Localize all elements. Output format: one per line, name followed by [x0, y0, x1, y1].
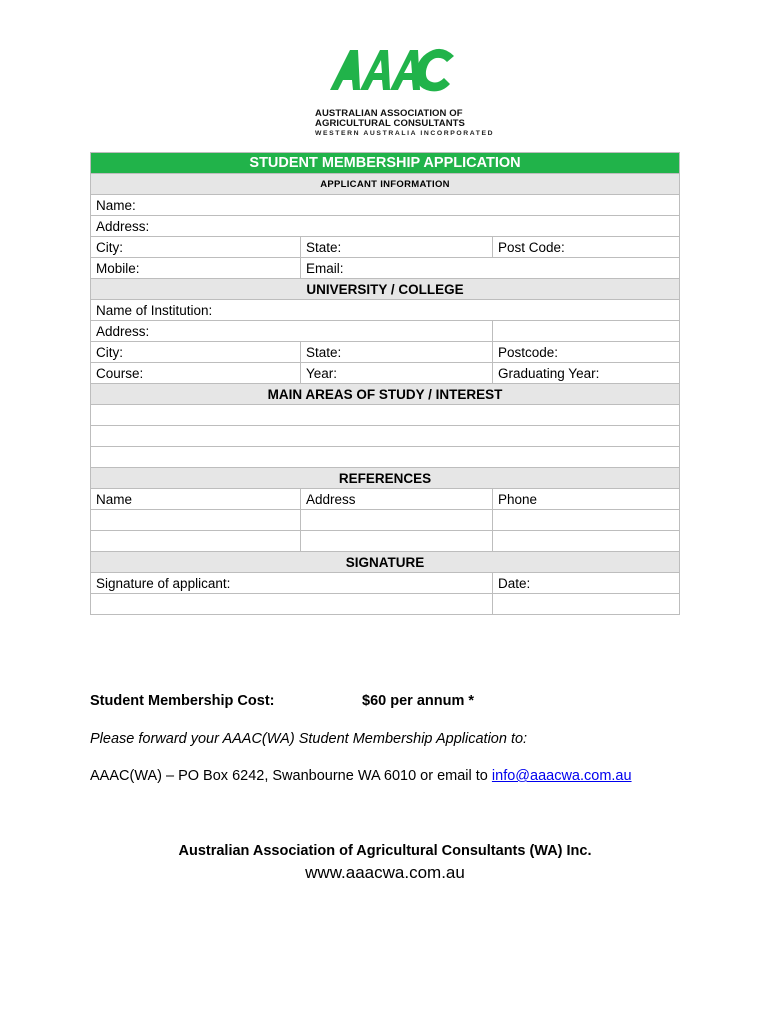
uni-city-field[interactable]: City:: [91, 342, 301, 363]
postcode-field[interactable]: Post Code:: [493, 237, 680, 258]
university-header: UNIVERSITY / COLLEGE: [91, 279, 680, 300]
logo-line-2: AGRICULTURAL CONSULTANTS: [315, 118, 465, 129]
signature-cell[interactable]: [91, 594, 493, 615]
study-line-1[interactable]: [91, 405, 680, 426]
applicant-info-header: APPLICANT INFORMATION: [91, 174, 680, 195]
date-label: Date:: [493, 573, 680, 594]
logo-line-3: WESTERN AUSTRALIA INCORPORATED: [315, 130, 495, 137]
ref2-name-cell[interactable]: [91, 531, 301, 552]
postal-address: [90, 768, 632, 784]
uni-state-field[interactable]: State:: [301, 342, 493, 363]
date-cell[interactable]: [493, 594, 680, 615]
form-title: STUDENT MEMBERSHIP APPLICATION: [91, 153, 680, 174]
uni-address-field[interactable]: Address:: [91, 321, 493, 342]
postal-address-text: AAAC(WA) – PO Box 6242, Swanbourne WA 6010 or email to: [90, 768, 492, 784]
ref2-phone-cell[interactable]: [493, 531, 680, 552]
membership-cost-value: $60 per annum *: [362, 693, 475, 709]
signature-label: Signature of applicant:: [91, 573, 493, 594]
uni-postcode-field[interactable]: Postcode:: [493, 342, 680, 363]
footer-website[interactable]: www.aaacwa.com.au: [305, 863, 465, 882]
city-field[interactable]: City:: [91, 237, 301, 258]
membership-cost-label: Student Membership Cost:: [90, 693, 275, 709]
year-field[interactable]: Year:: [301, 363, 493, 384]
mobile-field[interactable]: Mobile:: [91, 258, 301, 279]
aaac-logo-mark-icon: [330, 46, 454, 106]
email-link[interactable]: info@aaacwa.com.au: [491, 768, 632, 784]
aaac-logo: [312, 46, 495, 141]
forward-instruction: Please forward your AAAC(WA) Student Membership Application to:: [90, 731, 528, 747]
signature-header: SIGNATURE: [91, 552, 680, 573]
ref-phone-label: Phone: [493, 489, 680, 510]
ref1-phone-cell[interactable]: [493, 510, 680, 531]
ref2-address-cell[interactable]: [301, 531, 493, 552]
study-header: MAIN AREAS OF STUDY / INTEREST: [91, 384, 680, 405]
ref1-name-cell[interactable]: [91, 510, 301, 531]
address-field[interactable]: Address:: [91, 216, 680, 237]
references-header: REFERENCES: [91, 468, 680, 489]
membership-form: [90, 152, 680, 615]
graduating-year-field[interactable]: Graduating Year:: [493, 363, 680, 384]
uni-address-extra[interactable]: [493, 321, 680, 342]
ref-address-label: Address: [301, 489, 493, 510]
name-field[interactable]: Name:: [91, 195, 680, 216]
footer-organisation: Australian Association of Agricultural Consultants (WA) Inc.: [178, 843, 592, 859]
ref-name-label: Name: [91, 489, 301, 510]
study-line-3[interactable]: [91, 447, 680, 468]
study-line-2[interactable]: [91, 426, 680, 447]
email-field[interactable]: Email:: [301, 258, 680, 279]
ref1-address-cell[interactable]: [301, 510, 493, 531]
state-field[interactable]: State:: [301, 237, 493, 258]
logo-line-1: AUSTRALIAN ASSOCIATION OF: [315, 108, 463, 119]
course-field[interactable]: Course:: [91, 363, 301, 384]
institution-field[interactable]: Name of Institution:: [91, 300, 680, 321]
